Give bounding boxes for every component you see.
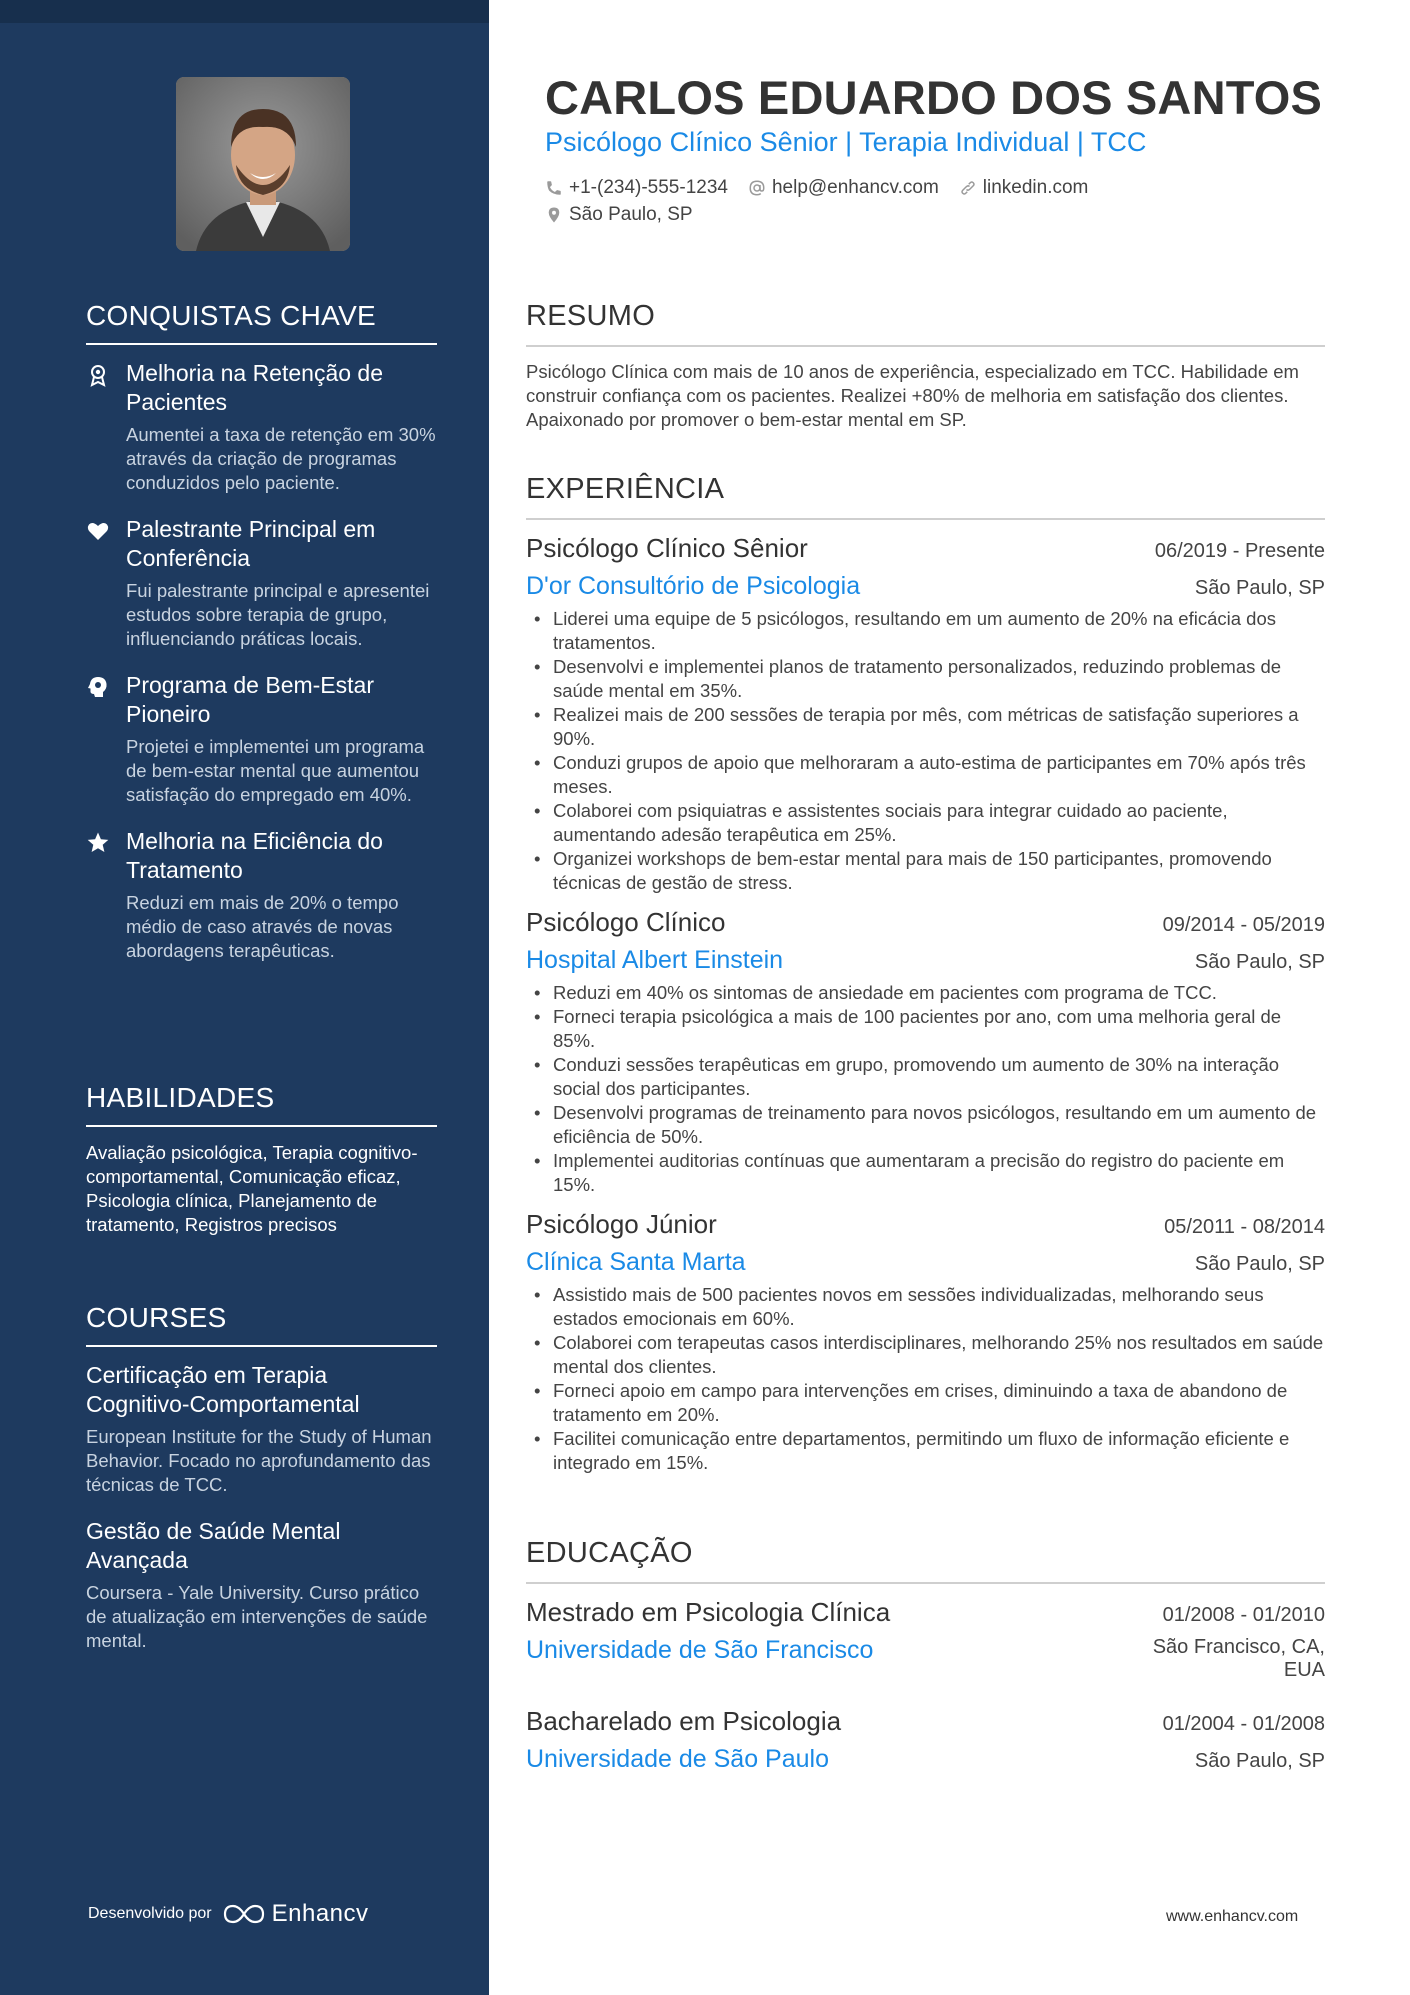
course-title: Gestão de Saúde Mental Avançada [86,1518,341,1573]
link-icon [959,179,977,197]
education-entry [526,1706,1325,1774]
contact-phone[interactable] [545,177,728,199]
achievement-title: Palestrante Principal em Conferência [126,516,376,571]
job-company: Hospital Albert Einstein [526,946,784,974]
course-item [86,1517,437,1653]
summary-text: Psicólogo Clínica com mais de 10 anos de experiência, especializado em TCC. Habilidade em construir confiança com os pacientes. Realizei +80% de melhoria em satisfação dos clientes. Apaixonado por promover o bem-estar mental em SP. [526,361,1299,430]
job-company: D'or Consultório de Psicologia [526,572,861,600]
list-item: • Desenvolvi e implementei planos de tratamento personalizados, reduzindo problemas de saúde mental em 35%. [526,655,1325,703]
job-title: Psicólogo Clínico [526,907,726,937]
achievement-description: Reduzi em mais de 20% o tempo médio de caso através de novas abordagens terapêuticas. [126,892,399,961]
education-entry [526,1597,1325,1682]
job-entry [526,907,1325,1197]
achievement-description: Aumentei a taxa de retenção em 30% através da criação de programas conduzidos pelo paciente. [126,424,436,493]
email-text: help@enhancv.com [771,176,939,198]
courses-section [86,1302,437,1673]
job-entry [526,1209,1325,1475]
course-item [86,1361,437,1497]
education-location: São Francisco, CA, EUA [1152,1636,1325,1681]
job-location: São Paulo, SP [1194,577,1325,599]
achievement-description: Projetei e implementei um programa de bem-estar mental que aumentou satisfação do empregado em 40%. [126,736,425,805]
skills-title: HABILIDADES [86,1082,437,1127]
education-section [526,1537,1325,1798]
school-name: Universidade de São Paulo [526,1745,829,1773]
achievement-item [86,515,437,651]
list-item: • Desenvolvi programas de treinamento para novos psicólogos, resultando em um aumento de eficiência de 50%. [526,1101,1325,1149]
course-description: European Institute for the Study of Human Behavior. Focado no aprofundamento das técnicas de TCC. [86,1426,432,1495]
achievement-title: Melhoria na Eficiência do Tratamento [126,828,383,883]
job-company: Clínica Santa Marta [526,1248,746,1276]
experience-section [526,473,1325,1487]
job-bullets [526,1283,1325,1475]
courses-title: COURSES [86,1302,437,1347]
list-item: • Implementei auditorias contínuas que aumentaram a precisão do registro do paciente em 15%. [526,1149,1325,1197]
list-item: • Colaborei com terapeutas casos interdisciplinares, melhorando 25% nos resultados em saúde mental dos clientes. [526,1331,1325,1379]
job-location: São Paulo, SP [1194,1253,1325,1275]
experience-title: EXPERIÊNCIA [526,473,1325,520]
phone-text: +1-(234)-555-1234 [569,176,728,198]
achievement-item [86,359,437,495]
job-title: Psicólogo Júnior [526,1209,717,1239]
achievement-item [86,671,437,807]
brain-icon [86,675,110,699]
sidebar [0,0,489,1995]
list-item: • Realizei mais de 200 sessões de terapia por mês, com métricas de satisfação superiores a 90%. [526,703,1325,751]
job-date: 06/2019 - Presente [1154,540,1325,562]
course-title: Certificação em Terapia Cognitivo-Comportamental [86,1362,360,1417]
job-bullets [526,607,1325,895]
achievement-description: Fui palestrante principal e apresentei estudos sobre terapia de grupo, influenciando práticas locais. [126,580,430,649]
education-date: 01/2008 - 01/2010 [1162,1604,1325,1626]
education-location: São Paulo, SP [1194,1750,1325,1772]
job-title: Psicólogo Clínico Sênior [526,533,808,563]
contact-info [545,174,1325,228]
achievement-item [86,827,437,963]
job-entry [526,533,1325,895]
summary-section [526,300,1325,432]
candidate-headline: Psicólogo Clínico Sênior | Terapia Individual | TCC [545,127,1147,157]
skills-section [86,1082,437,1237]
contact-email[interactable] [748,177,939,199]
skills-list: Avaliação psicológica, Terapia cognitivo-comportamental, Comunicação eficaz, Psicologia clínica, Planejamento de tratamento, Registros precisos [86,1142,418,1235]
brand-name: Enhancv [271,1900,369,1927]
list-item: • Liderei uma equipe de 5 psicólogos, resultando em um aumento de 20% na eficácia dos tratamentos. [526,607,1325,655]
list-item: • Facilitei comunicação entre departamentos, permitindo um fluxo de informação eficiente e integrado em 15%. [526,1427,1325,1475]
education-date: 01/2004 - 01/2008 [1162,1713,1325,1735]
achievements-section [86,300,437,983]
contact-row [545,174,1325,201]
degree-title: Mestrado em Psicologia Clínica [526,1597,891,1627]
profile-photo [176,77,350,251]
heart-icon [86,519,110,543]
job-date: 09/2014 - 05/2019 [1162,914,1325,936]
list-item: • Conduzi grupos de apoio que melhoraram a auto-estima de participantes em 70% após três meses. [526,751,1325,799]
developed-by-label: Desenvolvido por [88,1905,212,1922]
enhancv-logo-icon [222,1903,266,1925]
summary-title: RESUMO [526,300,1325,347]
list-item: • Forneci apoio em campo para intervenções em crises, diminuindo a taxa de abandono de tratamento em 20%. [526,1379,1325,1427]
school-name: Universidade de São Francisco [526,1636,874,1664]
job-bullets [526,981,1325,1197]
achievement-title: Programa de Bem-Estar Pioneiro [126,672,374,727]
education-title: EDUCAÇÃO [526,1537,1325,1584]
contact-row [545,201,1325,228]
award-icon [86,363,110,387]
job-date: 05/2011 - 08/2014 [1164,1216,1325,1238]
at-icon [748,179,766,197]
developed-by [88,1900,369,1928]
linkedin-text: linkedin.com [982,176,1089,198]
list-item: • Organizei workshops de bem-estar mental para mais de 150 participantes, promovendo técnicas de gestão de stress. [526,847,1325,895]
contact-location [545,204,693,226]
candidate-name: CARLOS EDUARDO DOS SANTOS [545,71,1323,124]
phone-icon [545,179,563,197]
star-icon [86,831,110,855]
degree-title: Bacharelado em Psicologia [526,1706,842,1736]
sidebar-top-bar [0,0,489,23]
website-link[interactable]: www.enhancv.com [1166,1908,1299,1925]
contact-linkedin[interactable] [959,177,1089,199]
location-pin-icon [545,206,563,224]
avatar [176,77,350,251]
list-item: • Reduzi em 40% os sintomas de ansiedade em pacientes com programa de TCC. [526,981,1325,1005]
list-item: • Forneci terapia psicológica a mais de 100 pacientes por ano, com uma melhoria geral de 85%. [526,1005,1325,1053]
course-description: Coursera - Yale University. Curso prático de atualização em intervenções de saúde mental. [86,1582,428,1651]
list-item: • Colaborei com psiquiatras e assistentes sociais para integrar cuidado ao paciente, aumentando adesão terapêutica em 25%. [526,799,1325,847]
list-item: • Assistido mais de 500 pacientes novos em sessões individualizadas, melhorando seus estados emocionais em 60%. [526,1283,1325,1331]
job-location: São Paulo, SP [1194,951,1325,973]
location-text: São Paulo, SP [569,203,693,225]
achievements-title: CONQUISTAS CHAVE [86,300,437,345]
achievement-title: Melhoria na Retenção de Pacientes [126,360,383,415]
list-item: • Conduzi sessões terapêuticas em grupo, promovendo um aumento de 30% na interação social dos participantes. [526,1053,1325,1101]
